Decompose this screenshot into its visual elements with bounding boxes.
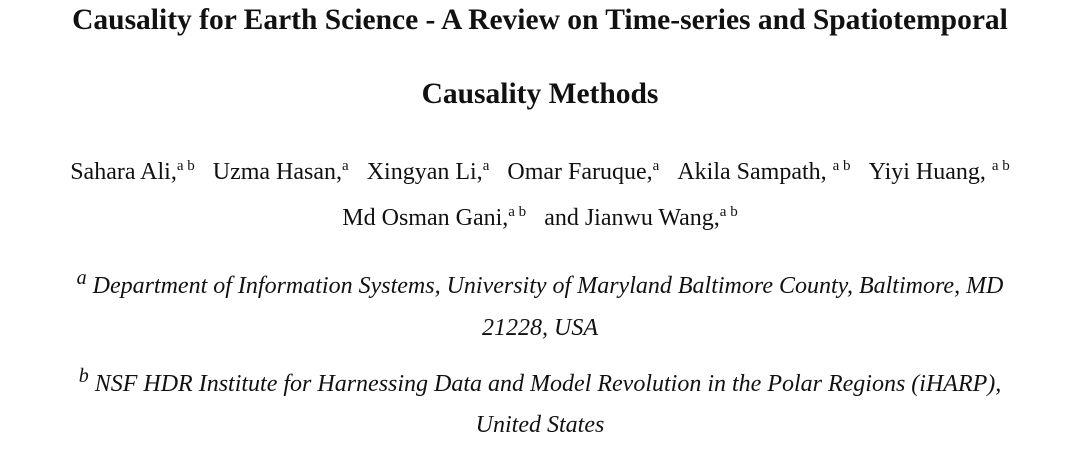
author xyxy=(367,159,490,185)
author-affiliation-marker: a xyxy=(482,158,490,174)
affiliation-b-line-1 xyxy=(0,365,1080,398)
author xyxy=(213,159,349,185)
author-name: and Jianwu Wang, xyxy=(544,205,720,231)
affiliation-a-line-1 xyxy=(0,267,1080,300)
author-affiliation-marker: a b xyxy=(508,204,527,220)
author-affiliation-marker: a xyxy=(652,158,660,174)
author-affiliation-marker: a b xyxy=(176,158,195,174)
author xyxy=(869,159,1010,185)
affiliation-text: NSF HDR Institute for Harnessing Data and Model Revolution in the Polar Regions (iHARP), xyxy=(94,371,1002,397)
author xyxy=(544,205,738,231)
paper-title-line-2: Causality Methods xyxy=(421,78,659,110)
author-affiliation-marker: a b xyxy=(719,204,738,220)
author-list-line-1 xyxy=(0,159,1080,186)
author-name: Xingyan Li, xyxy=(366,159,483,185)
author-name: Uzma Hasan, xyxy=(212,159,343,185)
author xyxy=(342,205,526,231)
author xyxy=(677,159,850,185)
author-name: Sahara Ali, xyxy=(70,159,177,185)
author-name: Md Osman Gani, xyxy=(342,205,509,231)
affiliation-marker: a xyxy=(76,267,87,289)
affiliation-text: Department of Information Systems, University of Maryland Baltimore County, Baltimore, MD xyxy=(92,273,1004,299)
author-name: Omar Faruque, xyxy=(507,159,653,185)
author-affiliation-marker: a b xyxy=(832,158,851,174)
affiliation-a-line-2: 21228, USA xyxy=(482,315,598,341)
author xyxy=(507,159,659,185)
author-list-line-2 xyxy=(0,205,1080,232)
affiliation-b-line-2: United States xyxy=(475,412,605,438)
paper-title-line-1: Causality for Earth Science - A Review on Time-series and Spatiotemporal xyxy=(72,4,1008,36)
author-affiliation-marker: a b xyxy=(991,158,1010,174)
author-name: Yiyi Huang, xyxy=(868,159,986,185)
author-affiliation-marker: a xyxy=(342,158,349,174)
author xyxy=(70,159,195,185)
author-name: Akila Sampath, xyxy=(677,159,827,185)
affiliation-marker: b xyxy=(78,365,89,387)
